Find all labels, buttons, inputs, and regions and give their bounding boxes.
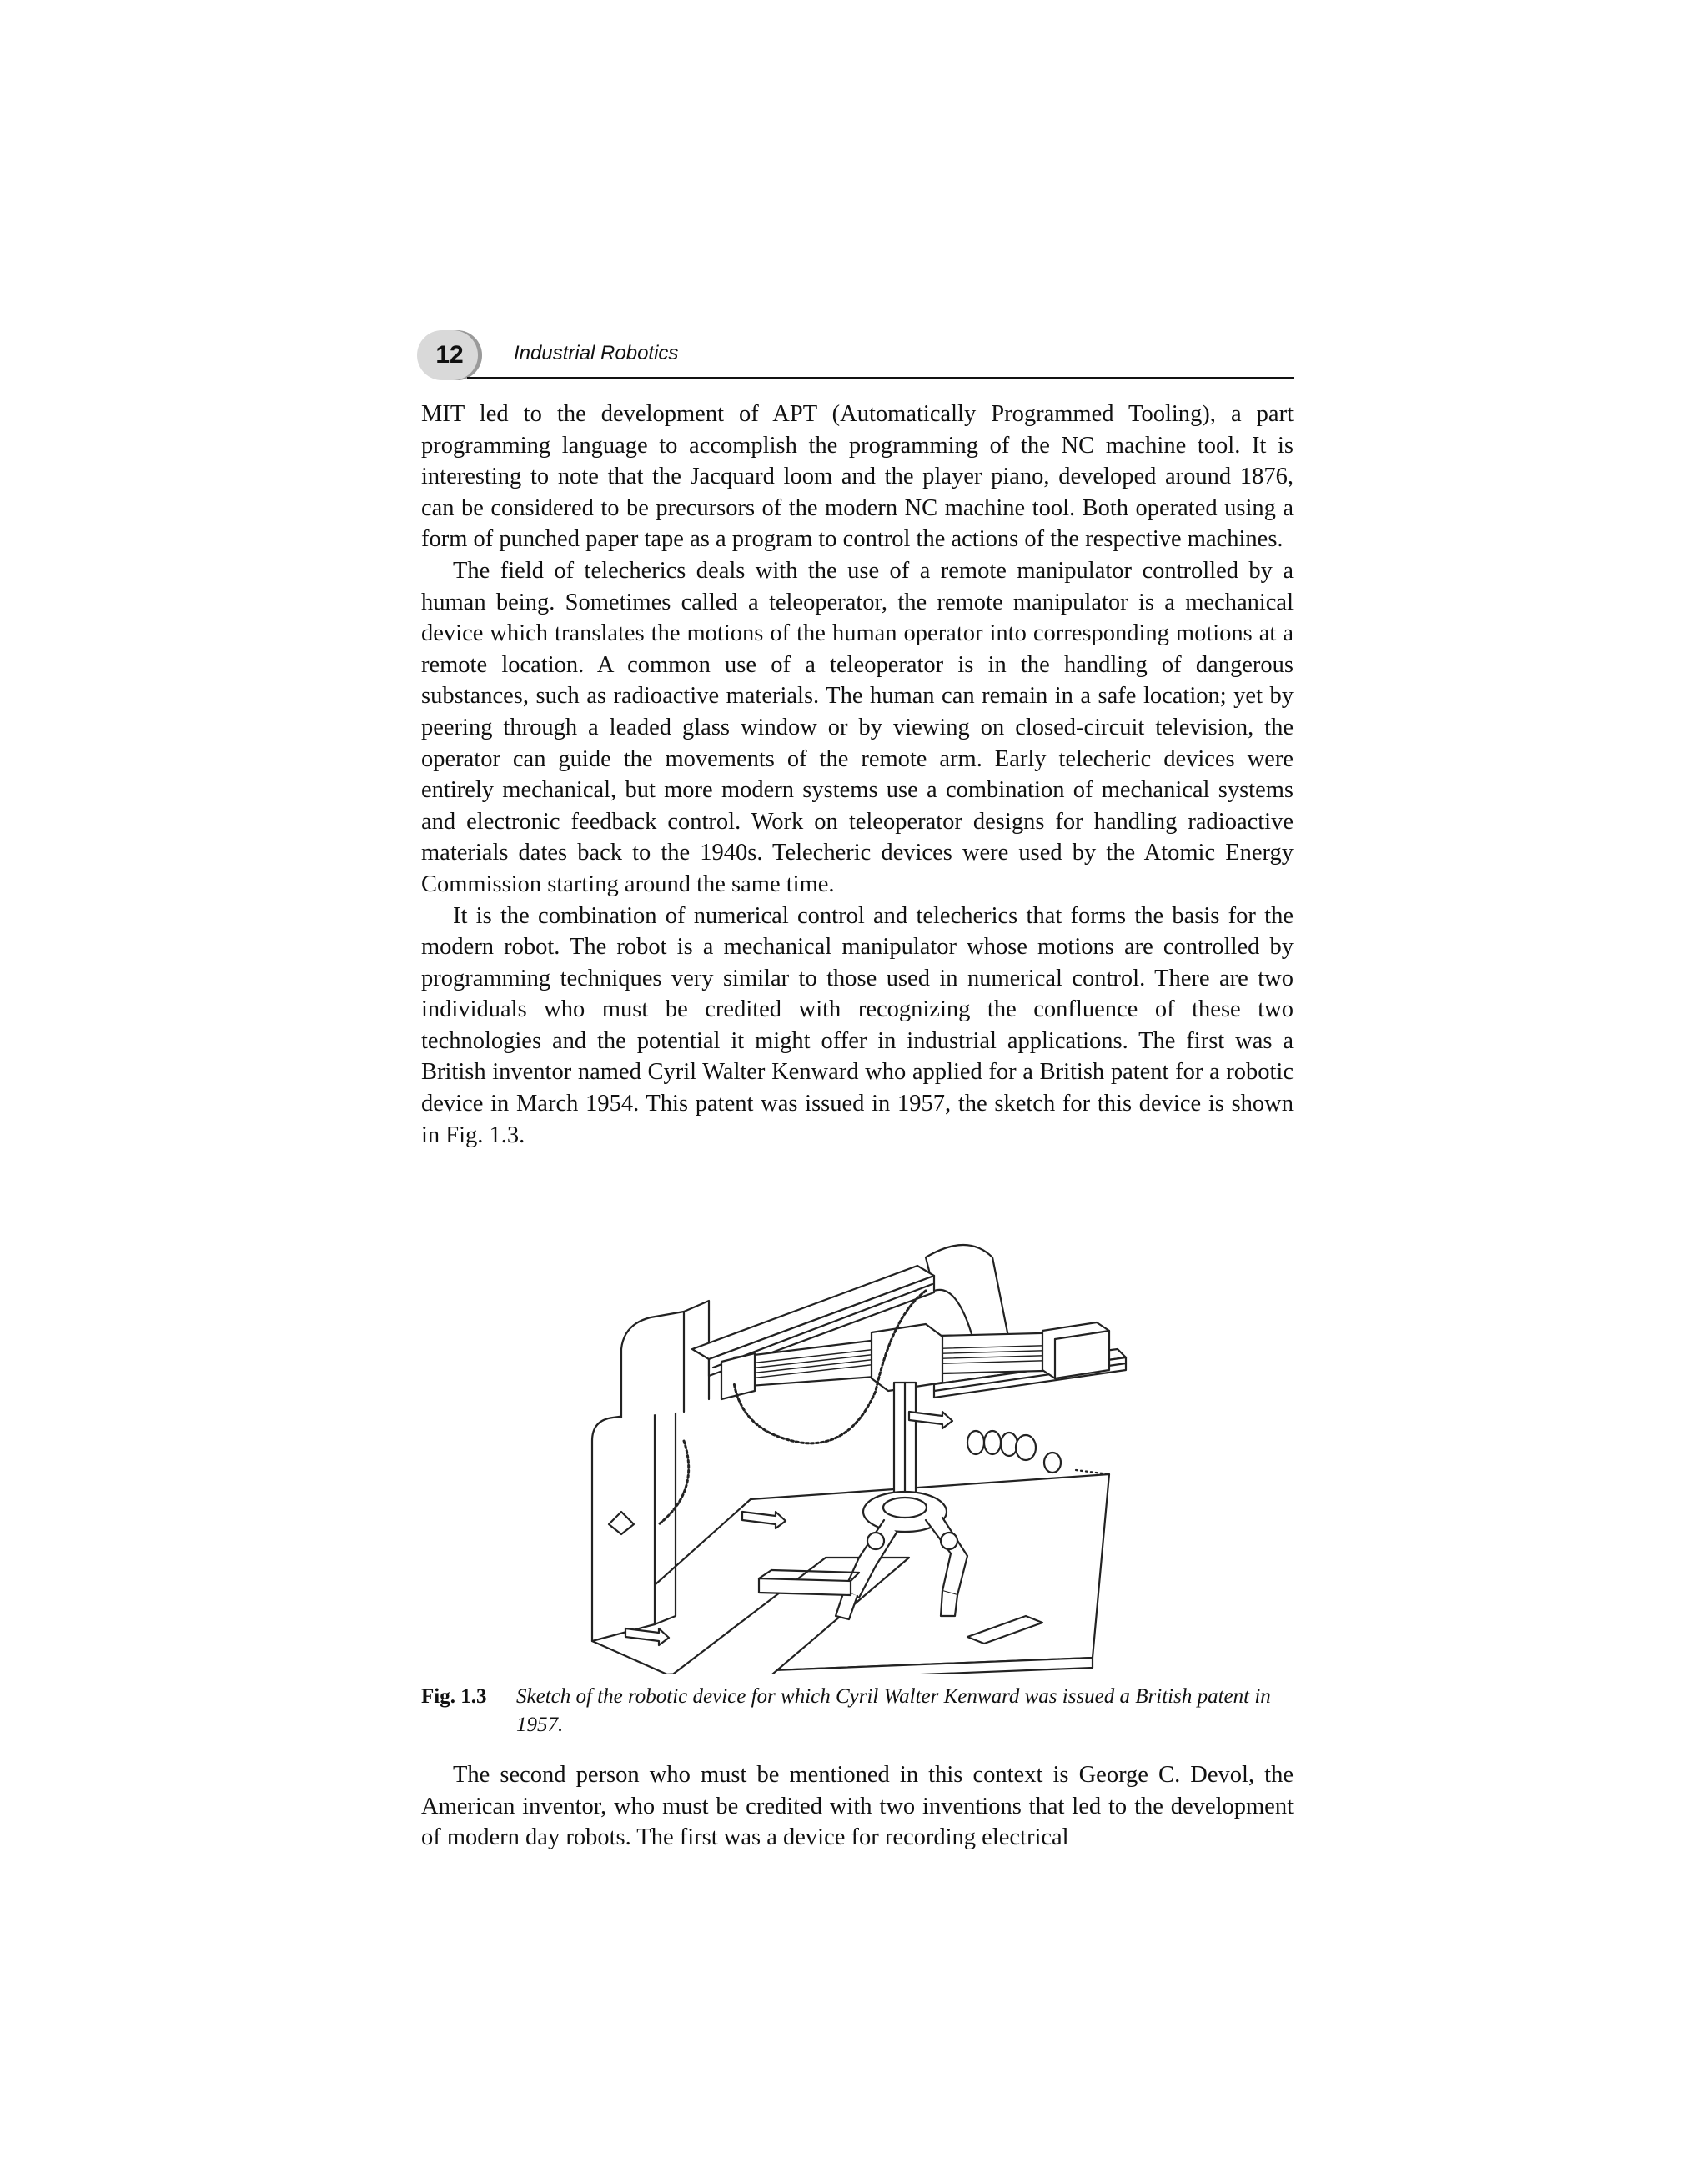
robot-sketch-illustration: [575, 1224, 1143, 1674]
body-text-top: [421, 399, 1294, 1151]
carriage: [872, 1324, 942, 1391]
figure-robot-sketch: [575, 1224, 1143, 1674]
figure-caption-text: Sketch of the robotic device for which Cyril Walter Kenward was issued a British patent in 1957.: [516, 1685, 1271, 1736]
page-header: [417, 330, 1294, 380]
page-number: 12: [435, 341, 464, 369]
paragraph: It is the combination of numerical control and telecherics that forms the basis for the modern robot. The robot is a mechanical manipulator whose motions are controlled by programming techniques very similar to those used in numerical control. There are two individuals who must be credited with recognizing the confluence of these two technologies and the potential it might offer in industrial applications. The first was a British inventor named Cyril Walter Kenward who applied for a British patent for a robotic device in March 1954. This patent was issued in 1957, the sketch for this device is shown in Fig. 1.3.: [421, 902, 1294, 1148]
figure-caption: [421, 1683, 1294, 1739]
body-text-bottom: [421, 1759, 1294, 1854]
upper-left-housing: [621, 1312, 684, 1418]
header-rule: [467, 377, 1294, 379]
work-fixture: [759, 1578, 851, 1595]
running-title: Industrial Robotics: [514, 342, 679, 364]
motor-box-right: [1042, 1322, 1109, 1378]
paragraph: The field of telecherics deals with the use of a remote manipulator controlled by a human being. Sometimes called a teleoperator, the remote manipulator is a mechanical device which translates the motions of the human operator into corresponding motions at a remote location. A common use of a teleoperator is in the handling of dangerous substances, such as radioactive materials. The human can remain in a safe location; yet by peering through a leaded glass window or by viewing on closed-circuit television, the operator can guide the movements of the remote arm. Early telecheric devices were entirely mechanical, but more modern systems use a combination of mechanical systems and electronic feedback control. Work on teleoperator designs for handling radioactive materials dates back to the 1940s. Telecheric devices were used by the Atomic Energy Commission starting around the same time.: [421, 557, 1294, 897]
motor-box-left: [721, 1353, 755, 1399]
figure-label: Fig. 1.3: [421, 1685, 487, 1708]
paragraph: The second person who must be mentioned in this context is George C. Devol, the American inventor, who must be credited with two inventions that led to the development of modern day robots. The first was a device for recording electrical: [421, 1762, 1294, 1851]
paragraph: MIT led to the development of APT (Automatically Programmed Tooling), a part programming language to accomplish the programming of the NC machine tool. It is interesting to note that the Jacquard loom and the player piano, developed around 1876, can be considered to be precursors of the modern NC machine tool. Both operated using a form of punched paper tape as a program to control the actions of the respective machines.: [421, 401, 1294, 553]
feed-rollers: [967, 1431, 1061, 1473]
